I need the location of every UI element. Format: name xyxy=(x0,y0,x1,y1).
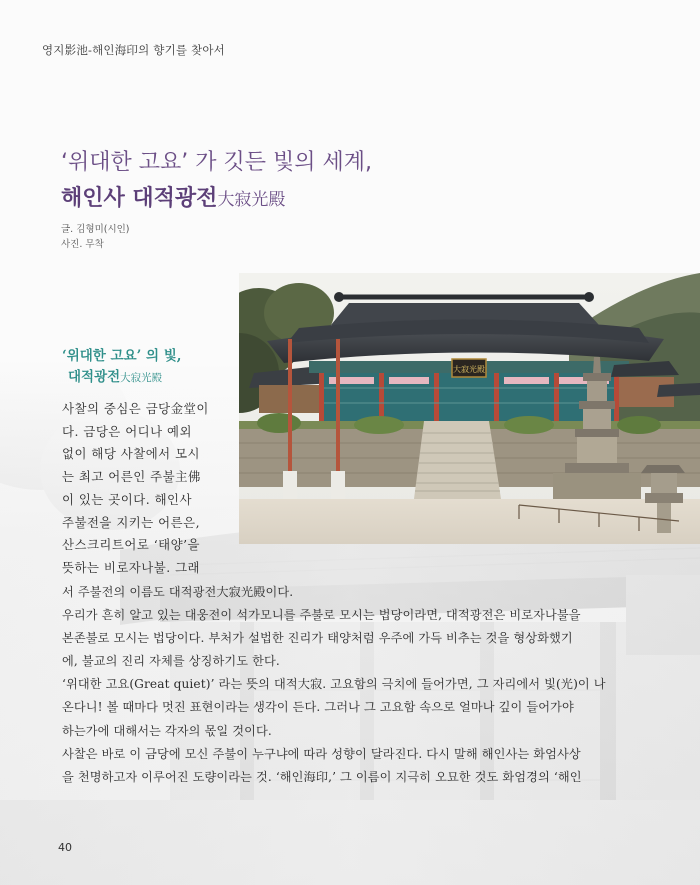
body-line: 없이 해당 사찰에서 모시 xyxy=(62,446,201,462)
title-line-2 xyxy=(61,180,372,219)
body-line: 산스크리트어로 ‘태양’을 xyxy=(62,537,201,553)
body-line: 에, 불교의 진리 자체를 상징하기도 한다. xyxy=(62,654,280,669)
body-line: 을 천명하고자 이루어진 도량이라는 것. ‘해인海印,’ 그 이름이 지극히 오묘한 것도 화엄경의 ‘해인 xyxy=(62,769,582,784)
subhead-line-1: ‘위대한 고요’ 의 빛, xyxy=(62,348,182,364)
title-line-2-bold: 해인사 대적광전 xyxy=(61,186,218,211)
body-line: 주불전을 지키는 어른은, xyxy=(62,514,201,530)
page-number: 40 xyxy=(58,841,72,854)
body-line: 서 주불전의 이름도 대적광전大寂光殿이다. xyxy=(62,585,294,599)
credits xyxy=(61,222,130,252)
title-line-2-hanja: 大寂光殿 xyxy=(217,190,286,210)
body-line: 다. 금당은 어디나 예외 xyxy=(62,423,192,439)
subhead-line-2 xyxy=(62,367,182,389)
body-line: 우리가 흔히 알고 있는 대웅전이 석가모니를 주불로 모시는 법당이라면, 대적광전은 비로자나불을 xyxy=(62,608,581,623)
photo-signboard: 大寂光殿 xyxy=(453,365,485,374)
credit-photo: 사진. 무착 xyxy=(61,239,104,250)
running-head: 영지影池-해인海印의 향기를 찾아서 xyxy=(42,43,225,57)
section-subhead xyxy=(62,346,182,389)
body-text-wide-column xyxy=(62,581,648,789)
body-line: 하는가에 대해서는 각자의 몫일 것이다. xyxy=(62,723,272,738)
body-text-narrow-column xyxy=(62,398,238,580)
body-line: 이 있는 곳이다. 해인사 xyxy=(62,491,192,507)
body-line: 사찰의 중심은 금당金堂이 xyxy=(62,401,209,416)
credit-writer: 글. 김형미(시인) xyxy=(61,224,130,235)
article-title xyxy=(61,146,372,219)
temple-photo xyxy=(239,273,700,544)
body-line: ‘위대한 고요(Great quiet)’ 라는 뜻의 대적大寂. 고요함의 극치에 들어가면, 그 자리에서 빛(光)이 나 xyxy=(62,677,606,692)
subhead-line-2-hanja: 大寂光殿 xyxy=(120,372,163,384)
subhead-line-2-text: 대적광전 xyxy=(68,369,121,385)
title-line-1: ‘위대한 고요’ 가 깃든 빛의 세계, xyxy=(61,150,372,175)
body-line: 는 최고 어른인 주불主佛 xyxy=(62,469,201,485)
body-line: 뜻하는 비로자나불. 그래 xyxy=(62,559,201,575)
body-line: 온다니! 볼 때마다 멋진 표현이라는 생각이 든다. 그러나 그 고요함 속으로 얼마나 깊이 들어가야 xyxy=(62,700,574,715)
body-line: 본존불로 모시는 법당이다. 부처가 설법한 진리가 태양처럼 우주에 가득 비추는 것을 형상화했기 xyxy=(62,631,573,646)
body-line: 사찰은 바로 이 금당에 모신 주불이 누구냐에 따라 성향이 달라진다. 다시 말해 해인사는 화엄사상 xyxy=(62,746,581,761)
